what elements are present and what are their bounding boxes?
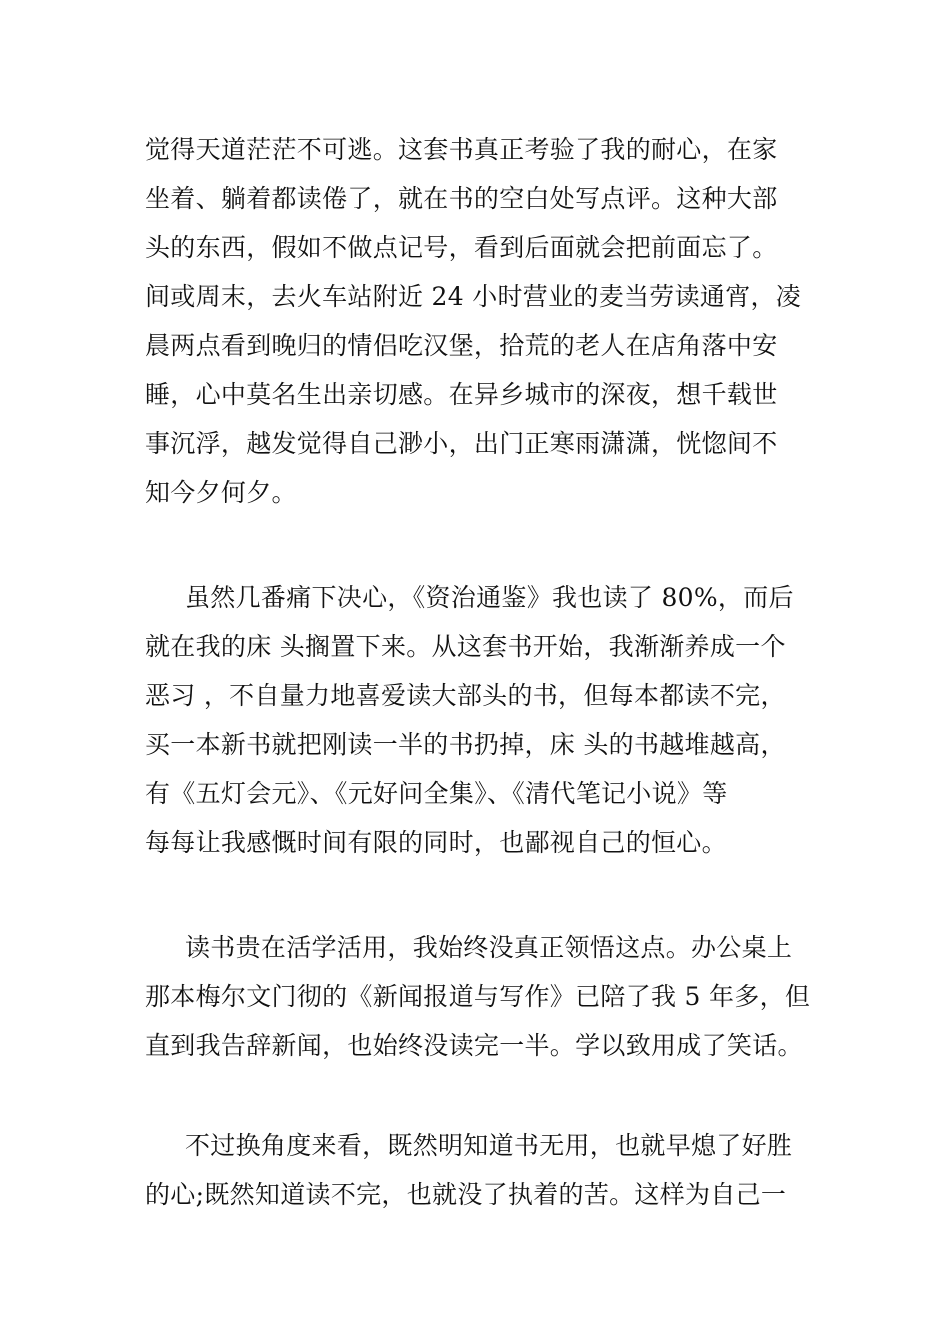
paragraph-line: 坐着、躺着都读倦了，就在书的空白处写点评。这种大部 [145, 184, 778, 213]
paragraph-line: 知今夕何夕。 [145, 478, 297, 507]
paragraph-3 [145, 932, 810, 1072]
paragraph-line: 虽然几番痛下决心，《资治通鉴》我也读了 80%，而后 [185, 583, 794, 612]
paragraph-line: 买一本新书就把刚读一半的书扔掉，床 头的书越堆越高， [145, 730, 786, 759]
paragraph-line: 觉得天道茫茫不可逃。这套书真正考验了我的耐心，在家 [145, 135, 778, 164]
paragraph-line: 事沉浮，越发觉得自己渺小，出门正寒雨潇潇，恍惚间不 [145, 429, 778, 458]
paragraph-line: 不过换角度来看，既然明知道书无用，也就早熄了好胜 [185, 1131, 793, 1160]
paragraph-line: 那本梅尔文门彻的《新闻报道与写作》已陪了我 5 年多，但 [145, 982, 811, 1011]
paragraph-1 [145, 134, 810, 524]
paragraph-2 [145, 582, 810, 872]
paragraph-line: 读书贵在活学活用，我始终没真正领悟这点。办公桌上 [185, 933, 793, 962]
paragraph-line: 晨两点看到晚归的情侣吃汉堡，拾荒的老人在店角落中安 [145, 331, 778, 360]
paragraph-line: 头的东西，假如不做点记号，看到后面就会把前面忘了。 [145, 233, 778, 262]
paragraph-line: 间或周末，去火车站附近 24 小时营业的麦当劳读通宵，凌 [145, 282, 802, 311]
paragraph-line: 直到我告辞新闻，也始终没读完一半。学以致用成了笑话。 [145, 1031, 803, 1060]
paragraph-line: 有《五灯会元》、《元好问全集》、《清代笔记小说》等 [145, 779, 728, 808]
paragraph-line: 的心;既然知道读不完，也就没了执着的苦。这样为自己一 [145, 1180, 787, 1209]
paragraph-line: 就在我的床 头搁置下来。从这套书开始，我渐渐养成一个 [145, 632, 786, 661]
paragraph-4 [145, 1130, 810, 1220]
paragraph-line: 恶习 ，不自量力地喜爱读大部头的书，但每本都读不完， [145, 681, 786, 710]
paragraph-line: 睡，心中莫名生出亲切感。在异乡城市的深夜，想千载世 [145, 380, 778, 409]
paragraph-line: 每每让我感慨时间有限的同时，也鄙视自己的恒心。 [145, 828, 727, 857]
